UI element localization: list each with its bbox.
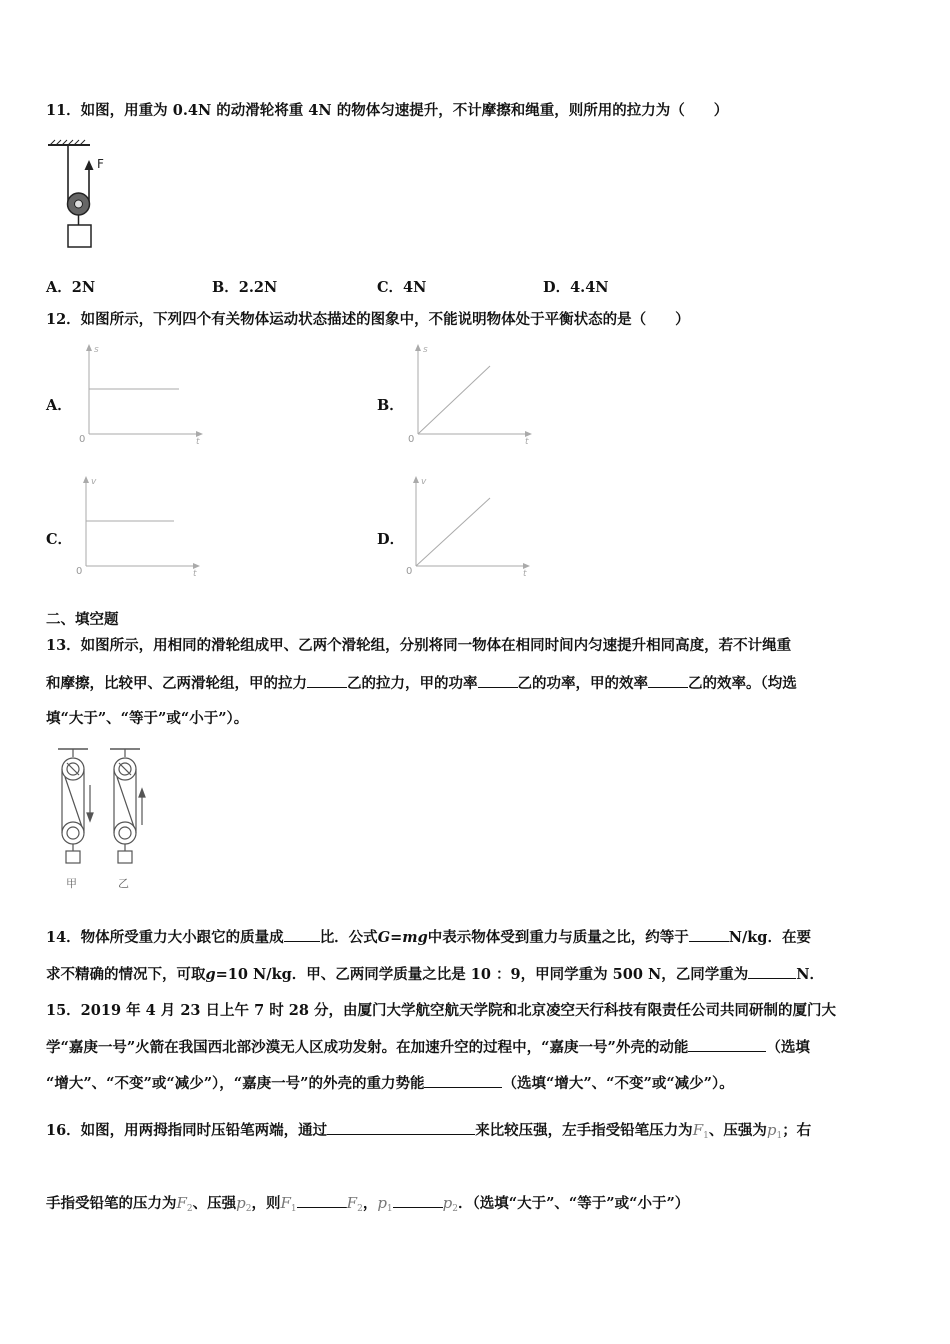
question-15-line-2: 学“嘉庚一号”火箭在我国西北部沙漠无人区成功发射。在加速升空的过程中，“嘉庚一号”外壳的动能 （选填: [46, 1039, 810, 1056]
q15-blank-1[interactable]: [688, 1037, 766, 1052]
question-14-line-2: 求不精确的情况下，可取g=10 N/kg．甲、乙两同学质量之比是 10 ：9，甲同学重为 500 N，乙同学重为 N．: [46, 966, 824, 983]
symbol-p1: $p_1$: [766, 1121, 783, 1141]
q12-option-c-label: C．: [46, 531, 73, 548]
symbol-p2-compare: $p_2$: [442, 1194, 458, 1214]
graph-a-origin: 0: [79, 434, 86, 445]
question-11-stem: 11．如图，用重为 0.4N 的动滑轮将重 4N 的物体匀速提升，不计摩擦和绳重，则所用的拉力为（ ）: [46, 102, 729, 119]
q15-blank-2[interactable]: [424, 1073, 502, 1088]
question-12-stem: 12．如图所示，下列四个有关物体运动状态描述的图象中，不能说明物体处于平衡状态的是（ ）: [46, 311, 690, 328]
pulley-diagram-q11: [46, 140, 126, 255]
q13-blank-2[interactable]: [478, 673, 518, 688]
pulley-systems-q13: [54, 745, 154, 895]
symbol-p1-compare: $p_1$: [377, 1194, 393, 1214]
q16-blank-3[interactable]: [393, 1193, 443, 1208]
graph-d-ylabel: v: [421, 477, 427, 487]
section-heading-fill-in: 二、填空题: [46, 611, 119, 628]
q12-option-a-label: A．: [46, 397, 72, 414]
graph-c-ylabel: v: [91, 477, 97, 487]
symbol-p2: $p_2$: [236, 1194, 252, 1214]
label-yi: 乙: [118, 877, 129, 890]
graph-b-origin: 0: [408, 434, 415, 445]
graph-b-xlabel: t: [525, 437, 529, 447]
q11-option-d: D．4.4N: [543, 279, 609, 296]
graph-d-xlabel: t: [523, 569, 527, 579]
graph-c-origin: 0: [76, 566, 83, 577]
q11-option-c: C．4N: [377, 279, 427, 296]
q12-option-b-label: B．: [377, 397, 404, 414]
graph-a-s-t-horizontal: [75, 342, 205, 447]
q13-blank-1[interactable]: [307, 673, 347, 688]
label-jia: 甲: [66, 877, 77, 890]
q14-blank-1[interactable]: [284, 927, 320, 942]
graph-d-origin: 0: [406, 566, 413, 577]
formula-g-mg: G=mg: [377, 929, 428, 946]
graph-a-ylabel: s: [94, 345, 99, 355]
graph-b-s-t-rising: [404, 342, 534, 447]
graph-d-v-t-rising: [402, 474, 532, 579]
question-13-line-3: 填“大于”、“等于”或“小于”）。: [46, 710, 249, 727]
q14-blank-3[interactable]: [748, 964, 796, 979]
question-15-line-1: 15．2019 年 4 月 23 日上午 7 时 28 分，由厦门大学航空航天学院和北京凌空天行科技有限责任公司共同研制的厦门大: [46, 1002, 836, 1019]
graph-a-xlabel: t: [196, 437, 200, 447]
graph-c-v-t-horizontal: [72, 474, 202, 579]
question-15-line-3: “增大”、“不变”或“减少”），“嘉庚一号”的外壳的重力势能 （选填“增大”、“不变”或“减少”）。: [46, 1075, 734, 1092]
q14-blank-2[interactable]: [689, 927, 729, 942]
q16-blank-2[interactable]: [297, 1193, 347, 1208]
question-13-line-2: 和摩擦，比较甲、乙两滑轮组，甲的拉力 乙的拉力，甲的功率 乙的功率，甲的效率 乙的效率。（均选: [46, 675, 797, 692]
symbol-F2: $F_2$: [176, 1194, 193, 1214]
question-13-line-1: 13．如图所示，用相同的滑轮组成甲、乙两个滑轮组，分别将同一物体在相同时间内匀速提升相同高度，若不计绳重: [46, 637, 792, 654]
q13-blank-3[interactable]: [648, 673, 688, 688]
q16-blank-1[interactable]: [327, 1120, 475, 1135]
question-14-line-1: 14．物体所受重力大小跟它的质量成 比．公式G=mg中表示物体受到重力与质量之比，约等于 N/kg．在要: [46, 929, 811, 946]
symbol-F2-compare: $F_2$: [346, 1194, 363, 1214]
symbol-F1: $F_1$: [692, 1121, 709, 1141]
symbol-F1-compare: $F_1$: [280, 1194, 297, 1214]
q12-option-d-label: D．: [377, 531, 405, 548]
question-16-line-2: 手指受铅笔的压力为$F_2$、压强$p_2$，则$F_1$ $F_2$，$p_1$ $p_2$．（选填“大于”、“等于”或“小于”）: [46, 1194, 690, 1214]
graph-c-xlabel: t: [193, 569, 197, 579]
graph-b-ylabel: s: [423, 345, 428, 355]
force-label-F: F: [97, 157, 104, 171]
q11-option-b: B．2.2N: [212, 279, 278, 296]
question-16-line-1: 16．如图，用两拇指同时压铅笔两端，通过 来比较压强，左手指受铅笔压力为$F_1$、压强为$p_1$；右: [46, 1121, 812, 1141]
q11-option-a: A．2N: [46, 279, 96, 296]
